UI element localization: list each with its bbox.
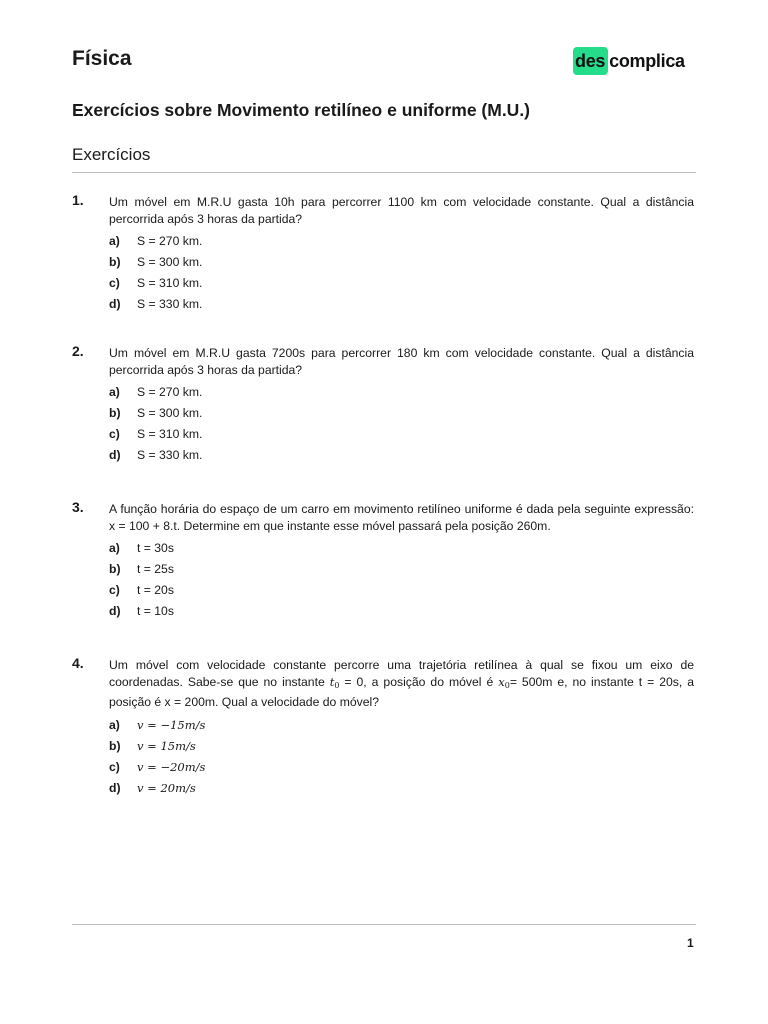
option-c — [109, 757, 696, 778]
option-a — [109, 538, 696, 559]
option-letter: b) — [109, 255, 121, 269]
option-b — [109, 403, 696, 424]
option-letter: a) — [109, 385, 120, 399]
page-number: 1 — [687, 936, 694, 950]
options-list — [109, 715, 696, 799]
subject-title: Física — [72, 47, 132, 70]
option-text: t = 20s — [137, 583, 174, 597]
option-c — [109, 580, 696, 601]
option-letter: d) — [109, 604, 121, 618]
math-x0 — [498, 675, 510, 689]
option-d — [109, 445, 696, 466]
option-b — [109, 252, 696, 273]
option-b — [109, 559, 696, 580]
option-a — [109, 231, 696, 252]
math-symbol: x — [498, 674, 505, 689]
question-text: Um móvel em M.R.U gasta 7200s para percorrer 180 km com velocidade constante. Qual a distância percorrida após 3 horas da partida? — [109, 346, 694, 377]
option-text: t = 30s — [137, 541, 174, 555]
option-text: t = 25s — [137, 562, 174, 576]
option-text: S = 270 km. — [137, 234, 203, 248]
footer-divider — [72, 924, 696, 925]
math-t0 — [330, 675, 340, 689]
option-text: S = 270 km. — [137, 385, 203, 399]
question-number: 2. — [72, 343, 84, 359]
option-formula: v = 20m/s — [137, 780, 196, 795]
options-list — [109, 382, 696, 466]
question-4 — [72, 657, 696, 799]
option-text: S = 330 km. — [137, 297, 203, 311]
option-letter: d) — [109, 297, 121, 311]
option-letter: a) — [109, 234, 120, 248]
options-list — [109, 538, 696, 622]
option-formula: v = 15m/s — [137, 738, 196, 753]
question-3 — [72, 501, 696, 622]
option-letter: b) — [109, 406, 121, 420]
option-letter: c) — [109, 759, 120, 774]
question-text: A função horária do espaço de um carro em movimento retilíneo uniforme é dada pela seguinte expressão: x = 100 + 8.t. Determine em que instante esse móvel passará pela posição 260m. — [109, 502, 694, 533]
option-c — [109, 424, 696, 445]
logo-highlight: des — [573, 47, 608, 75]
options-list — [109, 231, 696, 315]
option-letter: b) — [109, 562, 121, 576]
question-text-part: Um móvel com velocidade constante percorre uma trajetória retilínea à qual se fixou um eixo de coordenadas. Sabe-se que no instante — [109, 658, 694, 689]
math-symbol: t — [329, 674, 335, 689]
question-text — [109, 657, 694, 711]
option-letter: a) — [109, 717, 120, 732]
option-d — [109, 601, 696, 622]
option-letter: d) — [109, 448, 121, 462]
option-a — [109, 715, 696, 736]
option-formula: v = −15m/s — [137, 717, 206, 732]
option-c — [109, 273, 696, 294]
option-text: S = 310 km. — [137, 276, 203, 290]
option-text: S = 300 km. — [137, 406, 203, 420]
option-d — [109, 294, 696, 315]
math-subscript: 0 — [504, 680, 510, 690]
question-text-part: = 500m e, no instante t = 20s, a posição é x = 200m. Qual a velocidade do móvel? — [109, 674, 694, 709]
document-title: Exercícios sobre Movimento retilíneo e uniforme (M.U.) — [72, 100, 531, 120]
question-text: Um móvel em M.R.U gasta 10h para percorrer 1100 km com velocidade constante. Qual a distância percorrida após 3 horas da partida? — [109, 195, 694, 226]
option-text: S = 310 km. — [137, 427, 203, 441]
option-letter: a) — [109, 541, 120, 555]
option-letter: c) — [109, 583, 120, 597]
math-subscript: 0 — [334, 680, 340, 690]
section-title: Exercícios — [72, 145, 151, 164]
option-letter: c) — [109, 276, 120, 290]
option-d — [109, 778, 696, 799]
option-a — [109, 382, 696, 403]
question-number: 3. — [72, 499, 84, 515]
descomplica-logo — [573, 47, 685, 75]
question-text-part: = 0, a posição do móvel é — [339, 674, 499, 689]
option-text: S = 300 km. — [137, 255, 203, 269]
option-letter: b) — [109, 738, 121, 753]
section-divider — [72, 172, 696, 173]
option-letter: c) — [109, 427, 120, 441]
option-text: S = 330 km. — [137, 448, 203, 462]
option-formula: v = −20m/s — [137, 759, 206, 774]
question-number: 4. — [72, 655, 84, 671]
question-2 — [72, 345, 696, 466]
option-b — [109, 736, 696, 757]
logo-text: complica — [609, 50, 685, 71]
option-text: t = 10s — [137, 604, 174, 618]
question-1 — [72, 194, 696, 315]
option-letter: d) — [109, 780, 121, 795]
question-number: 1. — [72, 192, 84, 208]
